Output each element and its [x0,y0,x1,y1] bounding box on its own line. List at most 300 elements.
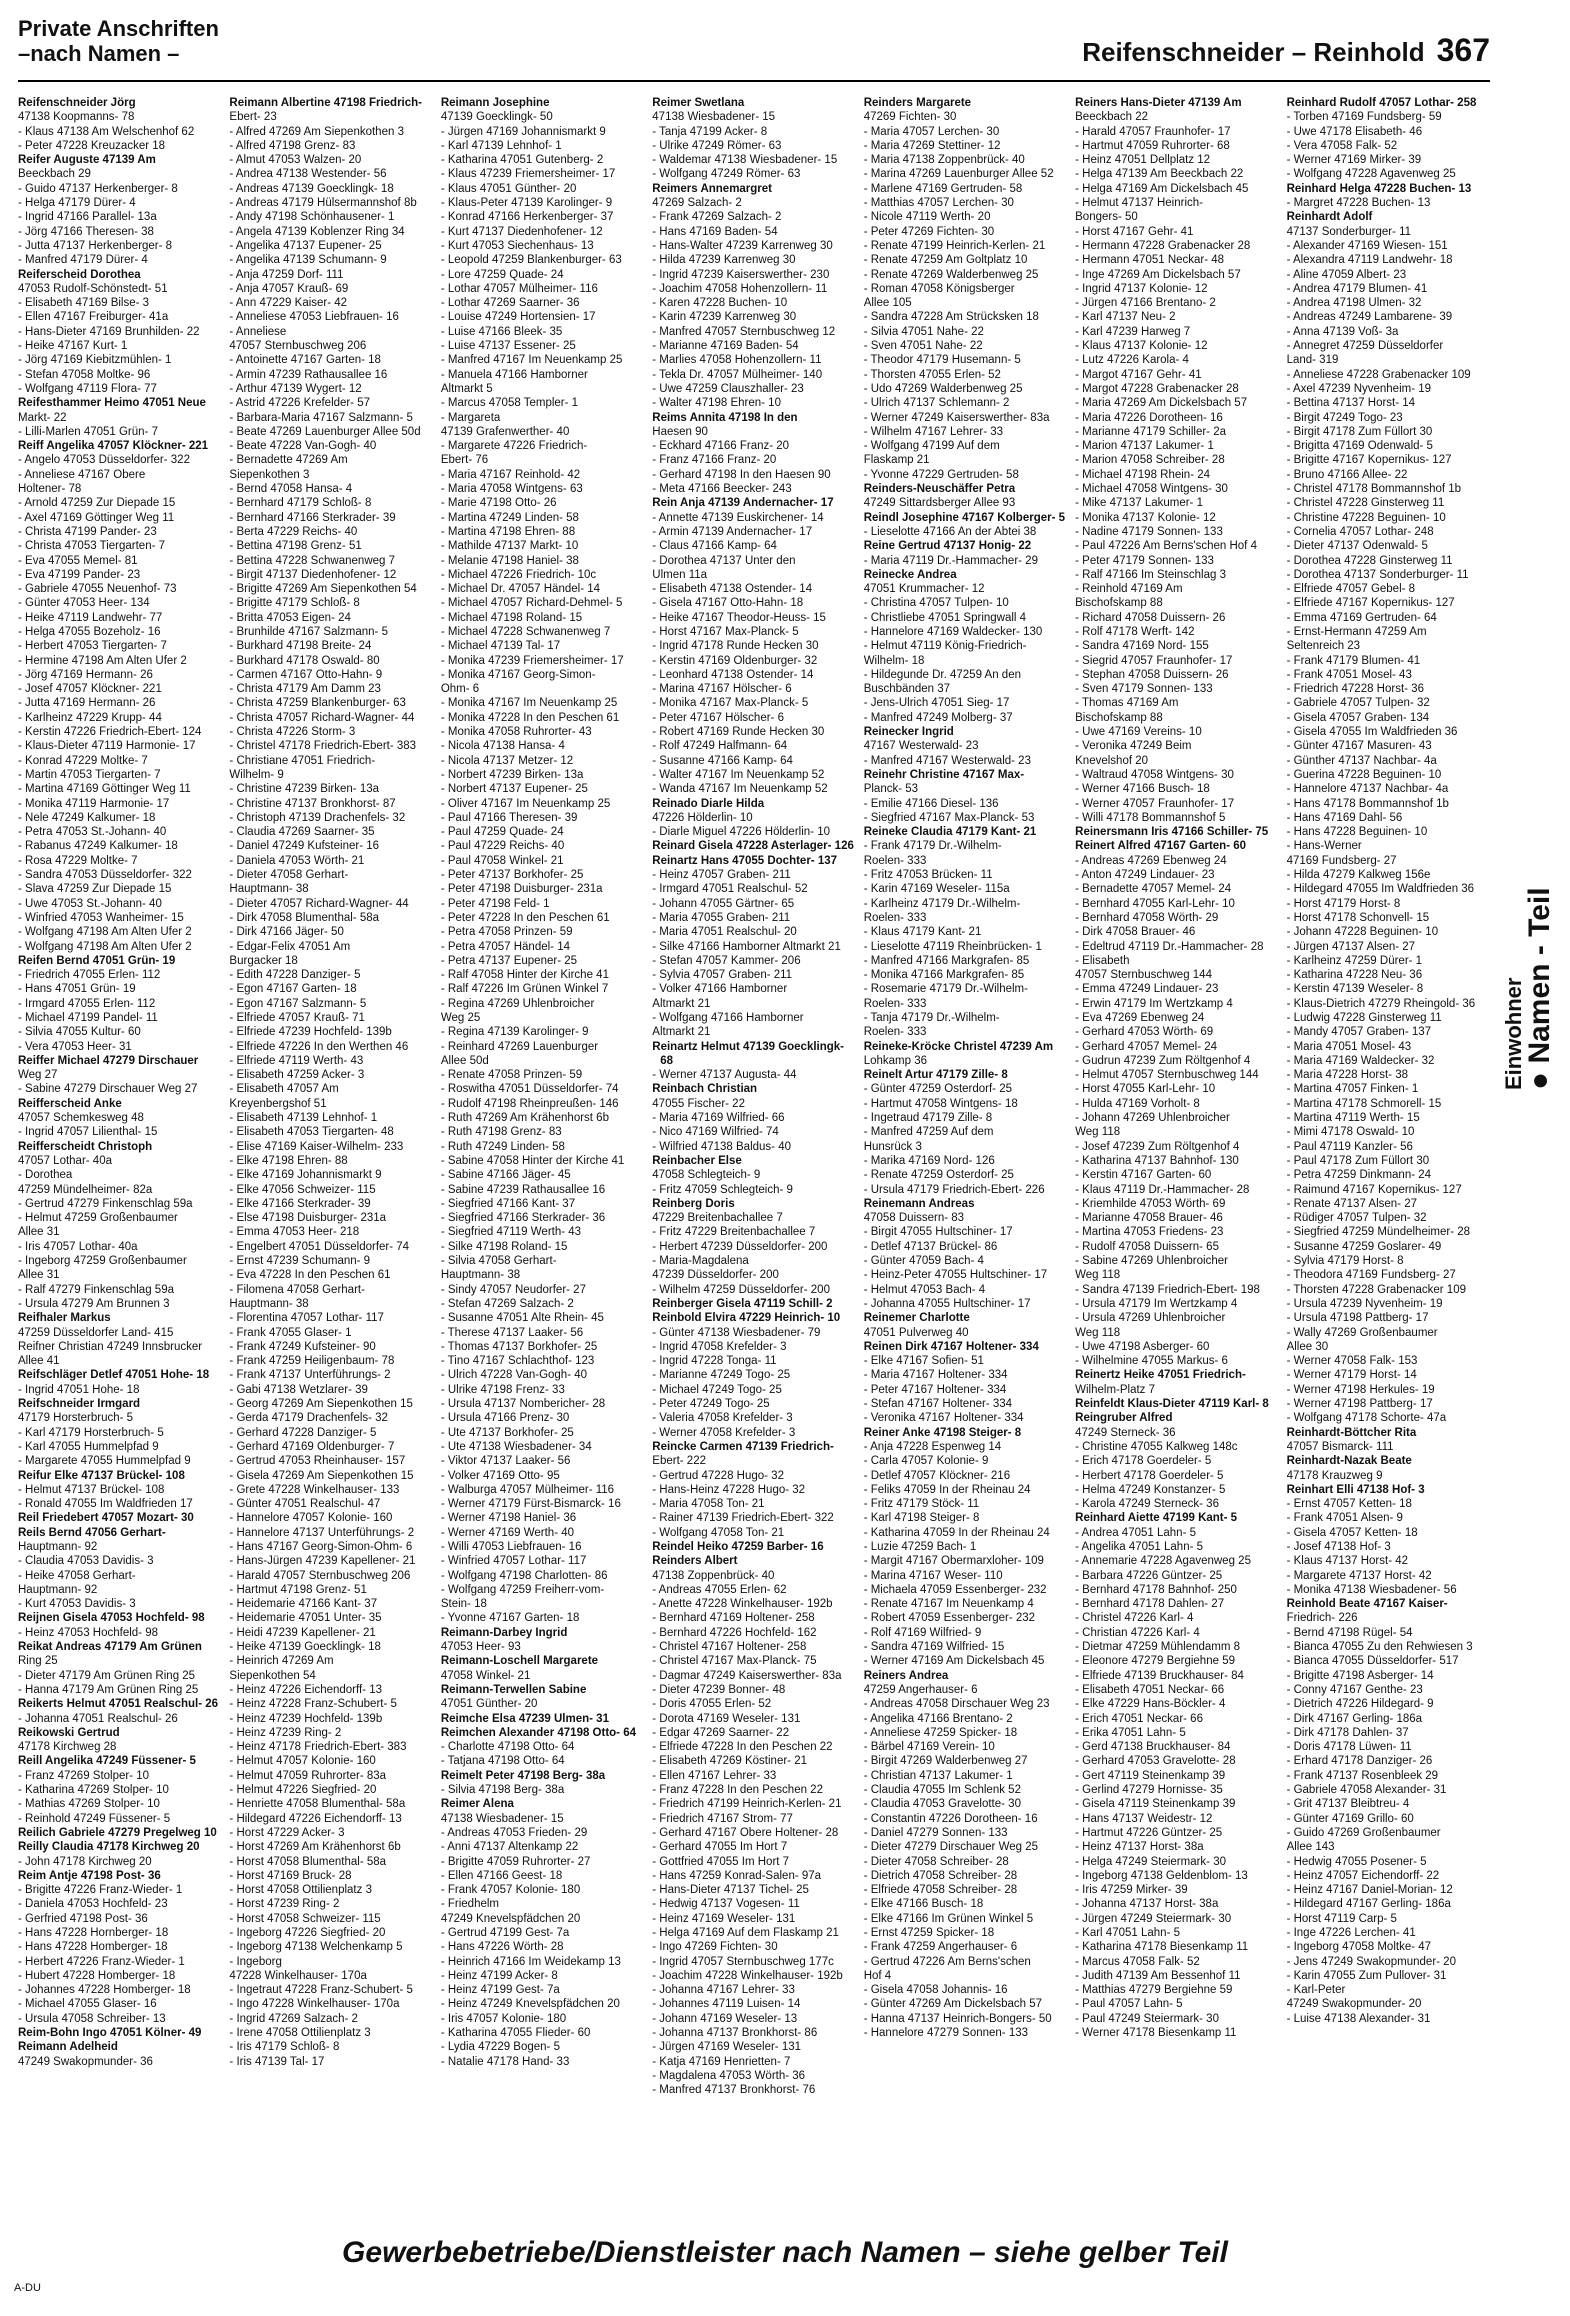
directory-entry: - Annette 47139 Euskirchener- 14 [652,511,824,524]
directory-entry: - Siegfried 47259 Mündelheimer- 28 [1286,1226,1471,1239]
directory-entry: - Dirk 47058 Brauer- 46 [1075,926,1196,939]
page-header [18,10,1490,80]
directory-entry: - Wolfgang 47198 Am Alten Ufer 2 [18,926,192,939]
directory-entry: - Claudia 47053 Gravelotte- 30 [863,1798,1021,1811]
directory-entry: - Susanne 47166 Kamp- 64 [652,754,793,767]
directory-entry-head: Reinecke Andrea [863,568,957,581]
directory-entry: - Werner 47169 Mirker- 39 [1286,154,1422,167]
directory-entry: - Johann 47169 Weseler- 13 [652,2012,798,2025]
directory-entry: - Bernd 47198 Rügel- 54 [1286,1626,1413,1639]
directory-entry: - Guerina 47228 Beguinen- 10 [1286,768,1442,781]
directory-entry: - Gertrud 47226 Am Berns'schen [863,1955,1031,1968]
directory-entry: - Berta 47229 Reichs- 40 [229,525,358,538]
directory-entry: - Hans 47169 Baden- 54 [652,225,778,238]
directory-entry: - Bärbel 47169 Verein- 10 [863,1741,995,1754]
directory-entry-head: Reinhard Rudolf 47057 Lothar- 258 [1286,97,1477,109]
directory-entry: - Andreas 47053 Frieden- 29 [440,1826,588,1839]
directory-entry: - Sabine 47239 Rathausallee 16 [440,1183,606,1196]
directory-entry: - Josef 47239 Zum Röltgenhof 4 [1075,1140,1240,1153]
directory-entry: - Elisabeth 47259 Acker- 3 [229,1069,365,1082]
directory-entry: 47249 Swakopmunder- 36 [18,2055,153,2068]
directory-entry: - Luise 47137 Essener- 25 [440,340,576,353]
directory-entry: - Eckhard 47166 Franz- 20 [652,440,790,453]
directory-entry: - Günter 47059 Bach- 4 [863,1255,984,1268]
directory-entry: - Paul 47178 Zum Füllort 30 [1286,1154,1430,1167]
directory-entry-head: Reindl Josephine 47167 Kolberger- 5 [863,511,1066,524]
directory-entry: - Anton 47249 Lindauer- 23 [1075,869,1215,882]
directory-entry: - Ingeborg 47138 Geldenblom- 13 [1075,1869,1248,1882]
directory-entry: - Alfred 47198 Grenz- 83 [229,139,356,152]
directory-entry: - Luzie 47259 Bach- 1 [863,1540,977,1553]
directory-entry: - Armin 47139 Andernacher- 17 [652,525,813,538]
directory-entry: - Klaus 47179 Kant- 21 [863,926,982,939]
directory-entry-head: Reijnen Gisela 47053 Hochfeld- 98 [18,1612,205,1625]
directory-entry: - Wilhelm 47167 Lehrer- 33 [863,425,1004,438]
directory-entry: - Birgit 47269 Walderbenweg 27 [863,1755,1028,1768]
directory-entry: 47239 Düsseldorfer- 200 [652,1269,779,1282]
directory-entry: - Iris 47259 Mirker- 39 [1075,1884,1188,1897]
directory-entry: - Hildegunde Dr. 47259 An den [863,668,1021,681]
directory-entry: 47269 Salzach- 2 [652,197,742,210]
directory-entry: - Elisabeth 47139 Lehnhof- 1 [229,1112,378,1125]
directory-entry: 47259 Mündelheimer- 82a [18,1183,153,1196]
directory-entry: - Gerd 47138 Bruckhauser- 84 [1075,1741,1231,1754]
directory-entry: - Sandra 47169 Wilfried- 15 [863,1641,1005,1654]
directory-entry: - Bernhard 47178 Dahlen- 27 [1075,1598,1225,1611]
directory-entry: - Helga 47249 Steiermark- 30 [1075,1855,1226,1868]
directory-entry: - Johanna 47137 Bronkhorst- 86 [652,2027,818,2040]
directory-entry: - Renate 47137 Alsen- 27 [1286,1197,1417,1210]
directory-entry: - Margarete 47226 Friedrich- [440,440,588,453]
directory-entry: - Silvia 47055 Kultur- 60 [18,1026,141,1039]
directory-entry: - Rudolf 47058 Duissern- 65 [1075,1240,1219,1253]
directory-entry: - Fritz 47179 Stöck- 11 [863,1498,980,1511]
directory-entry: - Hannelore 47169 Waldecker- 130 [863,625,1043,638]
directory-entry: - Matthias 47279 Bergiehne 59 [1075,1984,1233,1997]
directory-entry: - Brunhilde 47167 Salzmann- 5 [229,625,388,638]
directory-entry: - Petra 47053 St.-Johann- 40 [18,826,167,839]
directory-entry: Weg 27 [18,1069,58,1082]
directory-entry: - Christian 47137 Lakumer- 1 [863,1769,1013,1782]
directory-entry: - Brigitte 47198 Asberger- 14 [1286,1669,1434,1682]
directory-entry: - Dorothea 47137 Unter den [652,554,796,567]
directory-entry: - Franz 47269 Stolper- 10 [18,1769,150,1782]
directory-entry: - Gerhard 47053 Wörth- 69 [1075,1026,1214,1039]
directory-entry: Ebert- 76 [440,454,489,467]
directory-entry: - Heinz 47057 Eichendorff- 22 [1286,1869,1440,1882]
directory-entry: - Ernst 47259 Spicker- 18 [863,1927,995,1939]
directory-entry: 47249 Swakopmunder- 20 [1286,1998,1422,2011]
directory-entry: - Christian 47226 Karl- 4 [1075,1626,1200,1639]
directory-entry: 47138 Zoppenbrück- 40 [652,1569,775,1582]
directory-entry: - Rüdiger 47057 Tulpen- 32 [1286,1212,1427,1225]
directory-entry: - Elisabeth 47169 Bilse- 3 [18,297,150,310]
directory-entry: - Gerda 47179 Drachenfels- 32 [229,1412,388,1425]
directory-entry-head: Reimer Swetlana [652,97,745,109]
directory-entry: - Paul 47259 Quade- 24 [440,826,564,839]
directory-entry: - Sabine 47279 Dirschauer Weg 27 [18,1083,198,1096]
directory-entry: Burgacker 18 [229,954,298,967]
directory-entry: - Uwe 47198 Asberger- 60 [1075,1340,1210,1353]
directory-entry: - Jens 47249 Swakopmunder- 20 [1286,1955,1456,1968]
directory-entry: - Gisela 47167 Otto-Hahn- 18 [652,597,804,610]
directory-entry: - Katharina 47059 In der Rheinau 24 [863,1526,1050,1539]
directory-entry: - Ellen 47167 Lehrer- 33 [652,1769,777,1782]
directory-entry-head: Reifur Elke 47137 Brückel- 108 [18,1469,185,1482]
directory-entry: - Ernst 47057 Ketten- 18 [1286,1498,1412,1511]
directory-entry: - Monika 47119 Harmonie- 17 [18,797,170,810]
directory-entry-head: Reill Angelika 47249 Füssener- 5 [18,1755,196,1768]
directory-entry: - Anneliese [229,325,287,338]
directory-entry: - Friedrich 47199 Heinrich-Kerlen- 21 [652,1798,842,1811]
directory-entry: - Diarle Miguel 47226 Hölderlin- 10 [652,826,830,839]
directory-entry: - Nele 47249 Kalkumer- 18 [18,811,156,824]
directory-entry: - Ingrid 47057 Lilienthal- 15 [18,1126,158,1139]
section-title-line1: Private Anschriften [18,16,219,41]
directory-entry: Lohkamp 36 [863,1054,927,1067]
directory-entry: - Karen 47228 Buchen- 10 [652,297,788,310]
directory-entry: - Angelika 47051 Lahn- 5 [1075,1540,1204,1553]
directory-entry: - Barbara-Maria 47167 Salzmann- 5 [229,411,413,424]
directory-entry: - Andrea 47179 Blumen- 41 [1286,282,1428,295]
directory-entry: - Nicole 47119 Werth- 20 [863,211,991,224]
directory-entry: - Maria 47055 Graben- 211 [652,911,791,924]
directory-entry: - Günter 47169 Grillo- 60 [1286,1812,1414,1825]
directory-entry: - Maria 47051 Mosel- 43 [1286,1040,1412,1053]
directory-entry: - Werner 47198 Haniel- 36 [440,1512,577,1525]
directory-entry: 47249 Sterneck- 36 [1075,1426,1176,1439]
directory-entry: - Klaus 47239 Friemersheimer- 17 [440,168,616,181]
directory-entry: - Günter 47259 Osterdorf- 25 [863,1083,1013,1096]
directory-entry: - Ute 47137 Borkhofer- 25 [440,1426,574,1439]
directory-entry: - Robert 47059 Essenberger- 232 [863,1612,1036,1625]
directory-entry: - Heinrich 47269 Am [229,1655,334,1668]
directory-entry: - Katharina 47269 Stolper- 10 [18,1784,169,1797]
directory-entry: - Heike 47167 Kurt- 1 [18,340,128,353]
directory-entry-head: Reinard Gisela 47228 Asterlager- 126 [652,840,854,853]
directory-entry-head: Reikowski Gertrud [18,1726,120,1739]
directory-entry: - Elfriede 47058 Schreiber- 28 [863,1884,1018,1897]
directory-entry: 47057 Lothar- 40a [18,1154,112,1167]
directory-entry: - Maria-Magdalena [652,1255,749,1268]
directory-entry: - Sven 47051 Nahe- 22 [863,340,983,353]
directory-entry: - Frank 47249 Kufsteiner- 90 [229,1340,376,1353]
directory-entry: Hauptmann- 38 [229,883,309,896]
directory-entry: - Edeltrud 47119 Dr.-Hammacher- 28 [1075,940,1264,953]
directory-entry: Allee 105 [863,297,912,310]
directory-entry: - Elke 47169 Johannismarkt 9 [229,1169,382,1182]
directory-entry: - Johanna 47167 Lehrer- 33 [652,1984,795,1997]
directory-entry: - Ingrid 47178 Runde Hecken 30 [652,640,819,653]
directory-entry: - Carmen 47167 Otto-Hahn- 9 [229,668,383,681]
directory-entry: - Sabine 47166 Jäger- 45 [440,1169,571,1182]
directory-entry: - Bruno 47166 Allee- 22 [1286,468,1408,481]
directory-entry: - Erwin 47179 Im Wertzkamp 4 [1075,997,1233,1010]
directory-entry: - Karl 47139 Lehnhof- 1 [440,139,562,152]
directory-entry-head: Reifesthammer Heimo 47051 Neue [18,397,206,410]
directory-entry: - Hans 47259 Konrad-Salen- 97a [652,1869,822,1882]
directory-entry: - Sandra 47169 Nord- 155 [1075,640,1209,653]
directory-entry: Wilhelm- 18 [863,654,925,667]
directory-entry: - Brigitte 47179 Schloß- 8 [229,597,360,610]
directory-entry: 47055 Fischer- 22 [652,1097,745,1110]
directory-entry: Stein- 18 [440,1598,487,1611]
directory-entry: - Martin 47053 Tiergarten- 7 [18,768,161,781]
directory-entry: - Andreas 47139 Goecklingk- 18 [229,182,394,195]
directory-entry: 47178 Krauzweg 9 [1286,1469,1383,1482]
directory-entry: - Therese 47137 Laaker- 56 [440,1326,584,1339]
directory-entry: - Christel 47228 Ginsterweg 11 [1286,497,1445,510]
directory-entry: - Horst 47055 Karl-Lehr- 10 [1075,1083,1216,1096]
directory-entry: - Almut 47053 Walzen- 20 [229,154,362,167]
directory-entry: - Frank 47137 Rosenbleek 29 [1286,1769,1439,1782]
directory-entry: - Nico 47169 Wilfried- 74 [652,1126,779,1139]
directory-entry: - Horst 47179 Horst- 8 [1286,897,1401,910]
directory-entry: - Hedwig 47055 Posener- 5 [1286,1855,1427,1868]
directory-entry: - Edgar-Felix 47051 Am [229,940,351,953]
directory-entry: - Karl-Peter [1286,1984,1346,1997]
directory-entry: - John 47178 Kirchweg 20 [18,1855,152,1868]
directory-entry: - Christel 47226 Karl- 4 [1075,1612,1194,1625]
directory-entry: - Sandra 47139 Friedrich-Ebert- 198 [1075,1283,1260,1296]
directory-entry-head: Reils Bernd 47056 Gerhart- [18,1526,166,1539]
directory-entry: - Gisela 47119 Steinenkamp 39 [1075,1798,1236,1811]
directory-entry: - Guido 47269 Großenbaumer [1286,1826,1441,1839]
directory-entry: - Christina 47057 Tulpen- 10 [863,597,1009,610]
directory-entry: - Marianne 47169 Baden- 54 [652,340,799,353]
directory-entry: - Tekla Dr. 47057 Mülheimer- 140 [652,368,823,381]
directory-entry: - Ingrid 47137 Kolonie- 12 [1075,282,1208,295]
directory-entry: - Jutta 47169 Hermann- 26 [18,697,156,710]
directory-entry: - Heinz 47239 Hochfeld- 139b [229,1712,383,1725]
directory-entry-head: Reinberg Doris [652,1197,735,1210]
directory-entry: - Sabine 47058 Hinter der Kirche 41 [440,1154,625,1167]
directory-entry: 47178 Kirchweg 28 [18,1741,117,1754]
directory-entry: Weg 118 [1075,1269,1121,1282]
directory-entry: 47138 Wiesbadener- 15 [652,111,776,124]
directory-entry: - Dirk 47058 Blumenthal- 58a [229,911,380,924]
directory-entry: - Gudrun 47239 Zum Röltgenhof 4 [1075,1054,1251,1067]
directory-entry: - Martina 47057 Finken- 1 [1286,1083,1419,1096]
directory-entry-head: Reimann Adelheid [18,2041,118,2054]
directory-entry: - Peter 47137 Borkhofer- 25 [440,869,584,882]
directory-entry: - Hans-Dieter 47169 Brunhilden- 22 [18,325,200,338]
directory-entry-head: Reim Antje 47198 Post- 36 [18,1869,161,1882]
directory-entry: 47228 Winkelhauser- 170a [229,1969,367,1982]
directory-entry: - Frank 47259 Heiligenbaum- 78 [229,1355,395,1368]
directory-entry: - Wilhelm 47259 Düsseldorfer- 200 [652,1283,830,1296]
directory-entry: - Eva 47055 Memel- 81 [18,554,138,567]
directory-entry: - Maria 47138 Zoppenbrück- 40 [863,154,1025,167]
directory-entry: - Wolfgang 47198 Am Alten Ufer 2 [18,940,192,953]
directory-entry: - Emma 47249 Lindauer- 23 [1075,983,1219,996]
directory-entry: - Peter 47167 Hölscher- 6 [652,711,784,724]
directory-entry: 47269 Fichten- 30 [863,111,957,124]
directory-entry: - Heinz 47137 Horst- 38a [1075,1841,1204,1854]
directory-entry-head: Reifferscheidt Christoph [18,1140,153,1153]
directory-entry: - Gabriele 47057 Tulpen- 32 [1286,697,1430,710]
directory-entry: - Sabine 47269 Uhlenbroicher [1075,1255,1228,1268]
directory-entry: - Dorothea [18,1169,73,1182]
directory-entry: - Veronika 47249 Beim [1075,740,1192,753]
directory-entry: - Maria 47169 Waldecker- 32 [1286,1054,1435,1067]
directory-entry: - Siegrid 47057 Fraunhofer- 17 [1075,654,1233,667]
section-title-line2: –nach Namen – [18,41,180,66]
directory-entry: - Charlotte 47198 Otto- 64 [440,1741,575,1754]
directory-entry: 47057 Sternbuschweg 144 [1075,969,1212,982]
directory-entry: - Petra 47259 Dinkmann- 24 [1286,1169,1432,1182]
directory-entry: - Elfriede 47239 Hochfeld- 139b [229,1026,392,1039]
directory-entry: - Hans 47051 Grün- 19 [18,983,136,996]
directory-entry: - Leopold 47259 Blankenburger- 63 [440,254,622,267]
directory-entry: - Andrea 47138 Westender- 56 [229,168,387,181]
directory-entry: - Bernhard 47058 Wörth- 29 [1075,911,1219,924]
directory-entry: - Harald 47057 Fraunhofer- 17 [1075,125,1231,138]
directory-entry: - Hannelore 47057 Kolonie- 160 [229,1512,393,1525]
directory-entry: - Emilie 47166 Diesel- 136 [863,797,999,810]
directory-entry: - Willi 47178 Bommannshof 5 [1075,811,1226,824]
directory-entry: - Gerhard 47055 Im Hort 7 [652,1841,788,1854]
directory-entry: - Ellen 47166 Geest- 18 [440,1869,563,1882]
directory-entry: - Silvia 47198 Berg- 38a [440,1784,565,1797]
directory-entry: - Detlef 47057 Klöckner- 216 [863,1469,1011,1482]
directory-entry: - Marina 47269 Lauenburger Allee 52 [863,168,1054,181]
directory-entry: - Heike 47119 Landwehr- 77 [18,611,163,624]
directory-entry: - Edith 47228 Danziger- 5 [229,969,361,982]
directory-entry: - Lydia 47229 Bogen- 5 [440,2041,560,2054]
directory-entry: - Thomas 47137 Borkhofer- 25 [440,1340,598,1353]
directory-entry: 47053 Rudolf-Schönstedt- 51 [18,282,168,295]
directory-entry: - Horst 47178 Schonvell- 15 [1286,911,1430,924]
directory-entry: - Joachim 47058 Hohenzollern- 11 [652,282,828,295]
directory-entry: - Iris 47179 Schloß- 8 [229,2041,340,2054]
side-tab-big: ● Namen - Teil [1523,887,1556,1090]
directory-entry: - Christine 47228 Beguinen- 10 [1286,511,1446,524]
directory-entry: - Uwe 47053 St.-Johann- 40 [18,897,162,910]
directory-entry: - Gertrud 47199 Gest- 7a [440,1927,570,1939]
directory-entry: - Uwe 47178 Elisabeth- 46 [1286,125,1423,138]
directory-entry: Altmarkt 21 [652,997,711,1010]
directory-entry: - Hannelore 47279 Sonnen- 133 [863,2027,1029,2040]
directory-entry: - Katharina 47051 Gutenberg- 2 [440,154,604,167]
corner-mark: A-DU [14,2282,41,2294]
directory-entry: - Ernst-Hermann 47259 Am [1286,625,1427,638]
directory-entry: - Karl 47198 Steiger- 8 [863,1512,980,1525]
directory-entry: - Ralf 47279 Finkenschlag 59a [18,1283,174,1296]
directory-entry: - Herbert 47239 Düsseldorfer- 200 [652,1240,828,1253]
directory-entry: - Kerstin 47167 Garten- 60 [1075,1169,1212,1182]
directory-entry: - Armin 47239 Rathausallee 16 [229,368,388,381]
section-title [18,16,219,66]
directory-entry: - Jens-Ulrich 47051 Sieg- 17 [863,697,1010,710]
directory-entry-head: Reifen Bernd 47051 Grün- 19 [18,954,176,967]
directory-entry: - Astrid 47226 Krefelder- 57 [229,397,371,410]
directory-entry: - Karin 47169 Weseler- 115a [863,883,1010,896]
directory-entry: - Hans 47169 Dahl- 56 [1286,811,1403,824]
directory-entry: 47139 Grafenwerther- 40 [440,425,570,438]
directory-entry-head: Reinhart Elli 47138 Hof- 3 [1286,1483,1425,1496]
directory-entry: - Horst 47167 Max-Planck- 5 [652,625,799,638]
directory-entry: - Günther 47137 Nachbar- 4a [1286,754,1437,767]
directory-entry: 47138 Wiesbadener- 15 [440,1812,564,1825]
directory-entry: - Horst 47058 Schweizer- 115 [229,1912,381,1925]
directory-entry: - Friedrich 47055 Erlen- 112 [18,969,161,982]
directory-entry: - Gerhard 47167 Obere Holtener- 28 [652,1826,839,1839]
directory-entry: - Frank 47179 Dr.-Wilhelm- [863,840,1002,853]
directory-entry: - Ingeborg 47138 Welchenkamp 5 [229,1941,403,1954]
directory-entry: - Claudia 47053 Davidis- 3 [18,1555,154,1568]
page-number: 367 [1436,32,1490,68]
directory-entry: - Petra 47058 Prinzen- 59 [440,926,573,939]
directory-entry: - Anneliese 47228 Grabenacker 109 [1286,368,1471,381]
directory-entry: - Eva 47228 In den Peschen 61 [229,1269,391,1282]
directory-entry: Ebert- 23 [229,111,277,124]
directory-entry: - Kerstin 47169 Oldenburger- 32 [652,654,818,667]
directory-entry: - Stefan 47058 Moltke- 96 [18,368,151,381]
directory-entry: - Karl 47051 Lahn- 5 [1075,1927,1180,1939]
directory-entry: Roelen- 333 [863,997,927,1010]
directory-entry: - Annegret 47259 Düsseldorfer [1286,340,1444,353]
directory-entry: - Hartmut 47059 Ruhrorter- 68 [1075,139,1230,152]
directory-entry: - Alexandra 47119 Landwehr- 18 [1286,254,1453,267]
directory-entry-head: Reinersmann Iris 47166 Schiller- 75 [1075,826,1269,839]
directory-entry: - Michael 47055 Glaser- 16 [18,1998,157,2011]
directory-entry-head: Reilich Gabriele 47279 Pregelweg 10 [18,1826,217,1839]
directory-entry: - Margot 47228 Grabenacker 28 [1075,382,1239,395]
directory-entry: - Gertrud 47228 Hugo- 32 [652,1469,784,1482]
directory-entry: 47259 Düsseldorfer Land- 415 [18,1326,174,1339]
directory-entry: - Renate 47199 Heinrich-Kerlen- 21 [863,239,1046,252]
directory-entry: - Heinz-Peter 47055 Hultschiner- 17 [863,1269,1048,1282]
directory-entry: - Frank 47179 Blumen- 41 [1286,654,1421,667]
directory-entry: - Maria 47051 Realschul- 20 [652,926,797,939]
directory-entry: - Karl 47055 Hummelpfad 9 [18,1440,159,1453]
directory-entry: - Gertrud 47053 Rheinhauser- 157 [229,1455,406,1468]
directory-entry: - Marlene 47169 Gertruden- 58 [863,182,1023,195]
directory-entry: - Klaus 47137 Horst- 42 [1286,1555,1409,1568]
directory-entry: - Tanja 47179 Dr.-Wilhelm- [863,1012,1000,1024]
directory-entry: - Sandra 47228 Am Strücksken 18 [863,311,1039,324]
directory-entry: - Iris 47139 Tal- 17 [229,2055,325,2068]
directory-entry: - Dorothea 47228 Ginsterweg 11 [1286,554,1453,567]
directory-entry-head: Reims Annita 47198 In den [652,411,798,424]
directory-entry: - Helga 47139 Am Beeckbach 22 [1075,168,1244,181]
directory-entry: Roelen- 333 [863,854,927,867]
directory-entry: 47226 Hölderlin- 10 [652,811,753,824]
directory-entry: Wilhelm-Platz 7 [1075,1383,1156,1396]
directory-entry: - Michael 47226 Friedrich- 10c [440,568,597,581]
directory-entry: - Theodora 47169 Fundsberg- 27 [1286,1269,1456,1282]
directory-column [18,96,221,2216]
directory-entry: - Edgar 47269 Saarner- 22 [652,1726,790,1739]
directory-entry: - Hanna 47137 Heinrich-Bongers- 50 [863,2012,1052,2025]
directory-entry: - Heinz 47228 Franz-Schubert- 5 [229,1698,397,1711]
directory-entry-head: Reinders Albert [652,1555,738,1568]
directory-entry-head: Reinbach Christian [652,1083,758,1096]
directory-entry: - Helga 47179 Dürer- 4 [18,197,136,210]
directory-entry: 47051 Krummacher- 12 [863,583,985,596]
directory-entry: - Jürgen 47137 Alsen- 27 [1286,940,1416,953]
directory-entry: - Luise 47138 Alexander- 31 [1286,2012,1431,2025]
directory-entry: - Iris 47057 Lothar- 40a [18,1240,138,1253]
directory-entry: - Wilfried 47138 Baldus- 40 [652,1140,791,1153]
directory-entry: - Dieter 47058 Gerhart- [229,869,349,882]
directory-entry: - Paul 47057 Lahn- 5 [1075,1998,1183,2011]
directory-entry: - Lieselotte 47166 An der Abtei 38 [863,525,1037,538]
directory-entry: - Judith 47139 Am Bessenhof 11 [1075,1969,1241,1982]
directory-entry: - Ingo 47228 Winkelhauser- 170a [229,1998,400,2011]
directory-column [1075,96,1278,2216]
